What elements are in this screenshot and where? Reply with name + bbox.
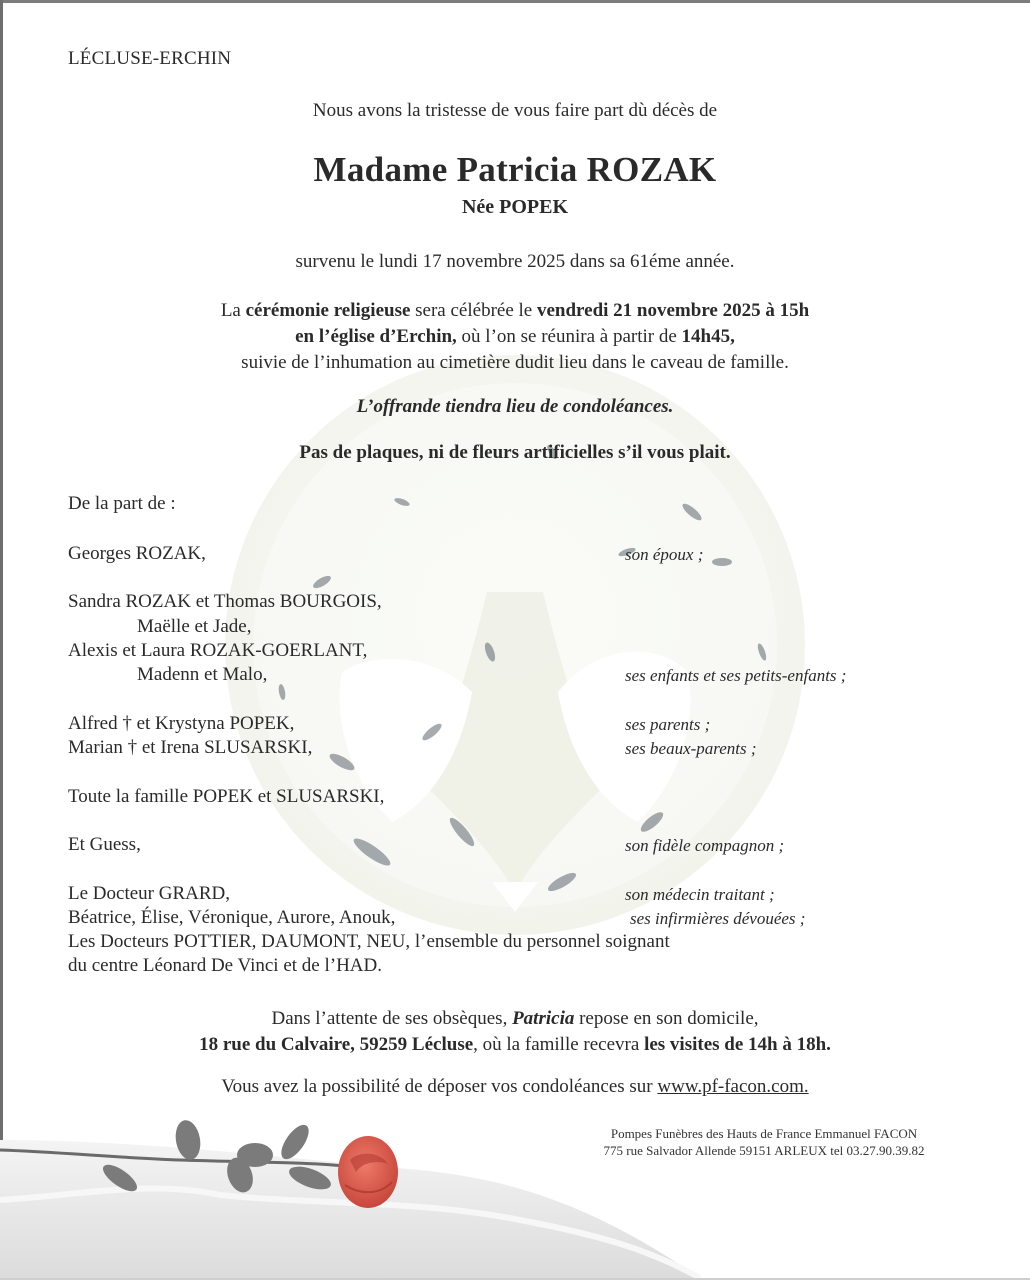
deceased-name: Madame Patricia ROZAK xyxy=(313,150,717,189)
scan-border-top xyxy=(0,0,1030,3)
family-line: du centre Léonard De Vinci et de l’HAD. xyxy=(68,955,383,976)
family-line: Sandra ROZAK et Thomas BOURGOIS, xyxy=(68,591,382,612)
relation-label: ses parents ; xyxy=(625,715,711,734)
ceremony-line-1 xyxy=(0,298,1030,324)
family-line: Les Docteurs POTTIER, DAUMONT, NEU, l’ensemble du personnel soignant xyxy=(68,931,670,952)
ceremony-text: où l’on se réunira à partir de xyxy=(456,326,682,347)
family-line: Marian † et Irena SLUSARSKI, xyxy=(68,737,313,758)
family-line: Toute la famille POPEK et SLUSARSKI, xyxy=(68,786,385,807)
death-notice: survenu le lundi 17 novembre 2025 dans sa 61éme année. xyxy=(295,251,735,272)
funeral-home-name: Pompes Funèbres des Hauts de France Emmanuel FACON xyxy=(610,1126,918,1141)
condolences-text: Vous avez la possibilité de déposer vos condoléances sur xyxy=(221,1076,658,1097)
family-line: Et Guess, xyxy=(68,834,141,855)
ceremony-location: en l’église d’Erchin, xyxy=(295,326,457,347)
family-line: Alexis et Laura ROZAK-GOERLANT, xyxy=(68,640,368,661)
ceremony-date: vendredi 21 novembre 2025 à 15h xyxy=(536,300,810,321)
intro-text: Nous avons la tristesse de vous faire part dù décès de xyxy=(312,100,718,121)
family-line: Le Docteur GRARD, xyxy=(68,883,230,904)
home-address: 18 rue du Calvaire, 59259 Lécluse xyxy=(199,1034,474,1055)
relation-label: son fidèle compagnon ; xyxy=(625,836,785,855)
ceremony-line-2 xyxy=(0,324,1030,350)
family-line: Madenn et Malo, xyxy=(137,664,268,685)
visitation-line-1 xyxy=(0,1006,1030,1032)
relation-label: ses enfants et ses petits-enfants ; xyxy=(625,666,847,685)
relation-label: son époux ; xyxy=(625,545,704,564)
visitation-text: repose en son domicile, xyxy=(574,1008,759,1029)
family-line: Béatrice, Élise, Véronique, Aurore, Anouk, xyxy=(68,907,396,928)
family-line: Alfred † et Krystyna POPEK, xyxy=(68,713,295,734)
ceremony-line-3: suivie de l’inhumation au cimetière dudit lieu dans le caveau de famille. xyxy=(241,352,789,373)
relation-label: ses beaux-parents ; xyxy=(625,739,757,758)
visitation-text: , où la famille recevra xyxy=(473,1034,645,1055)
maiden-name: Née POPEK xyxy=(461,196,569,218)
condolences-line xyxy=(0,1076,1030,1098)
gathering-time: 14h45, xyxy=(681,326,735,347)
funeral-home-address: 775 rue Salvador Allende 59151 ARLEUX tel 03.27.90.39.82 xyxy=(603,1143,925,1158)
ceremony-block xyxy=(0,298,1030,376)
ceremony-text: La xyxy=(220,300,246,321)
visitation-block xyxy=(0,1006,1030,1058)
relation-label: ses infirmières dévouées ; xyxy=(630,909,806,928)
relation-label: son médecin traitant ; xyxy=(625,885,775,904)
village-name: LÉCLUSE-ERCHIN xyxy=(68,48,232,69)
visitation-text: Dans l’attente de ses obsèques, xyxy=(271,1008,513,1029)
ceremony-type: cérémonie religieuse xyxy=(245,300,411,321)
funeral-home-info xyxy=(574,1125,954,1159)
visiting-hours: les visites de 14h à 18h. xyxy=(644,1034,831,1055)
family-line: Maëlle et Jade, xyxy=(137,616,252,637)
first-name: Patricia xyxy=(512,1008,575,1029)
no-plaques-note: Pas de plaques, ni de fleurs artificielles s’il vous plait. xyxy=(299,442,731,463)
condolences-link[interactable]: www.pf-facon.com. xyxy=(657,1076,809,1097)
family-line: Georges ROZAK, xyxy=(68,543,206,564)
family-intro: De la part de : xyxy=(68,493,176,514)
offering-note: L’offrande tiendra lieu de condoléances. xyxy=(356,396,674,417)
visitation-line-2 xyxy=(0,1032,1030,1058)
red-rose xyxy=(338,1136,398,1208)
ceremony-text: sera célébrée le xyxy=(410,300,537,321)
